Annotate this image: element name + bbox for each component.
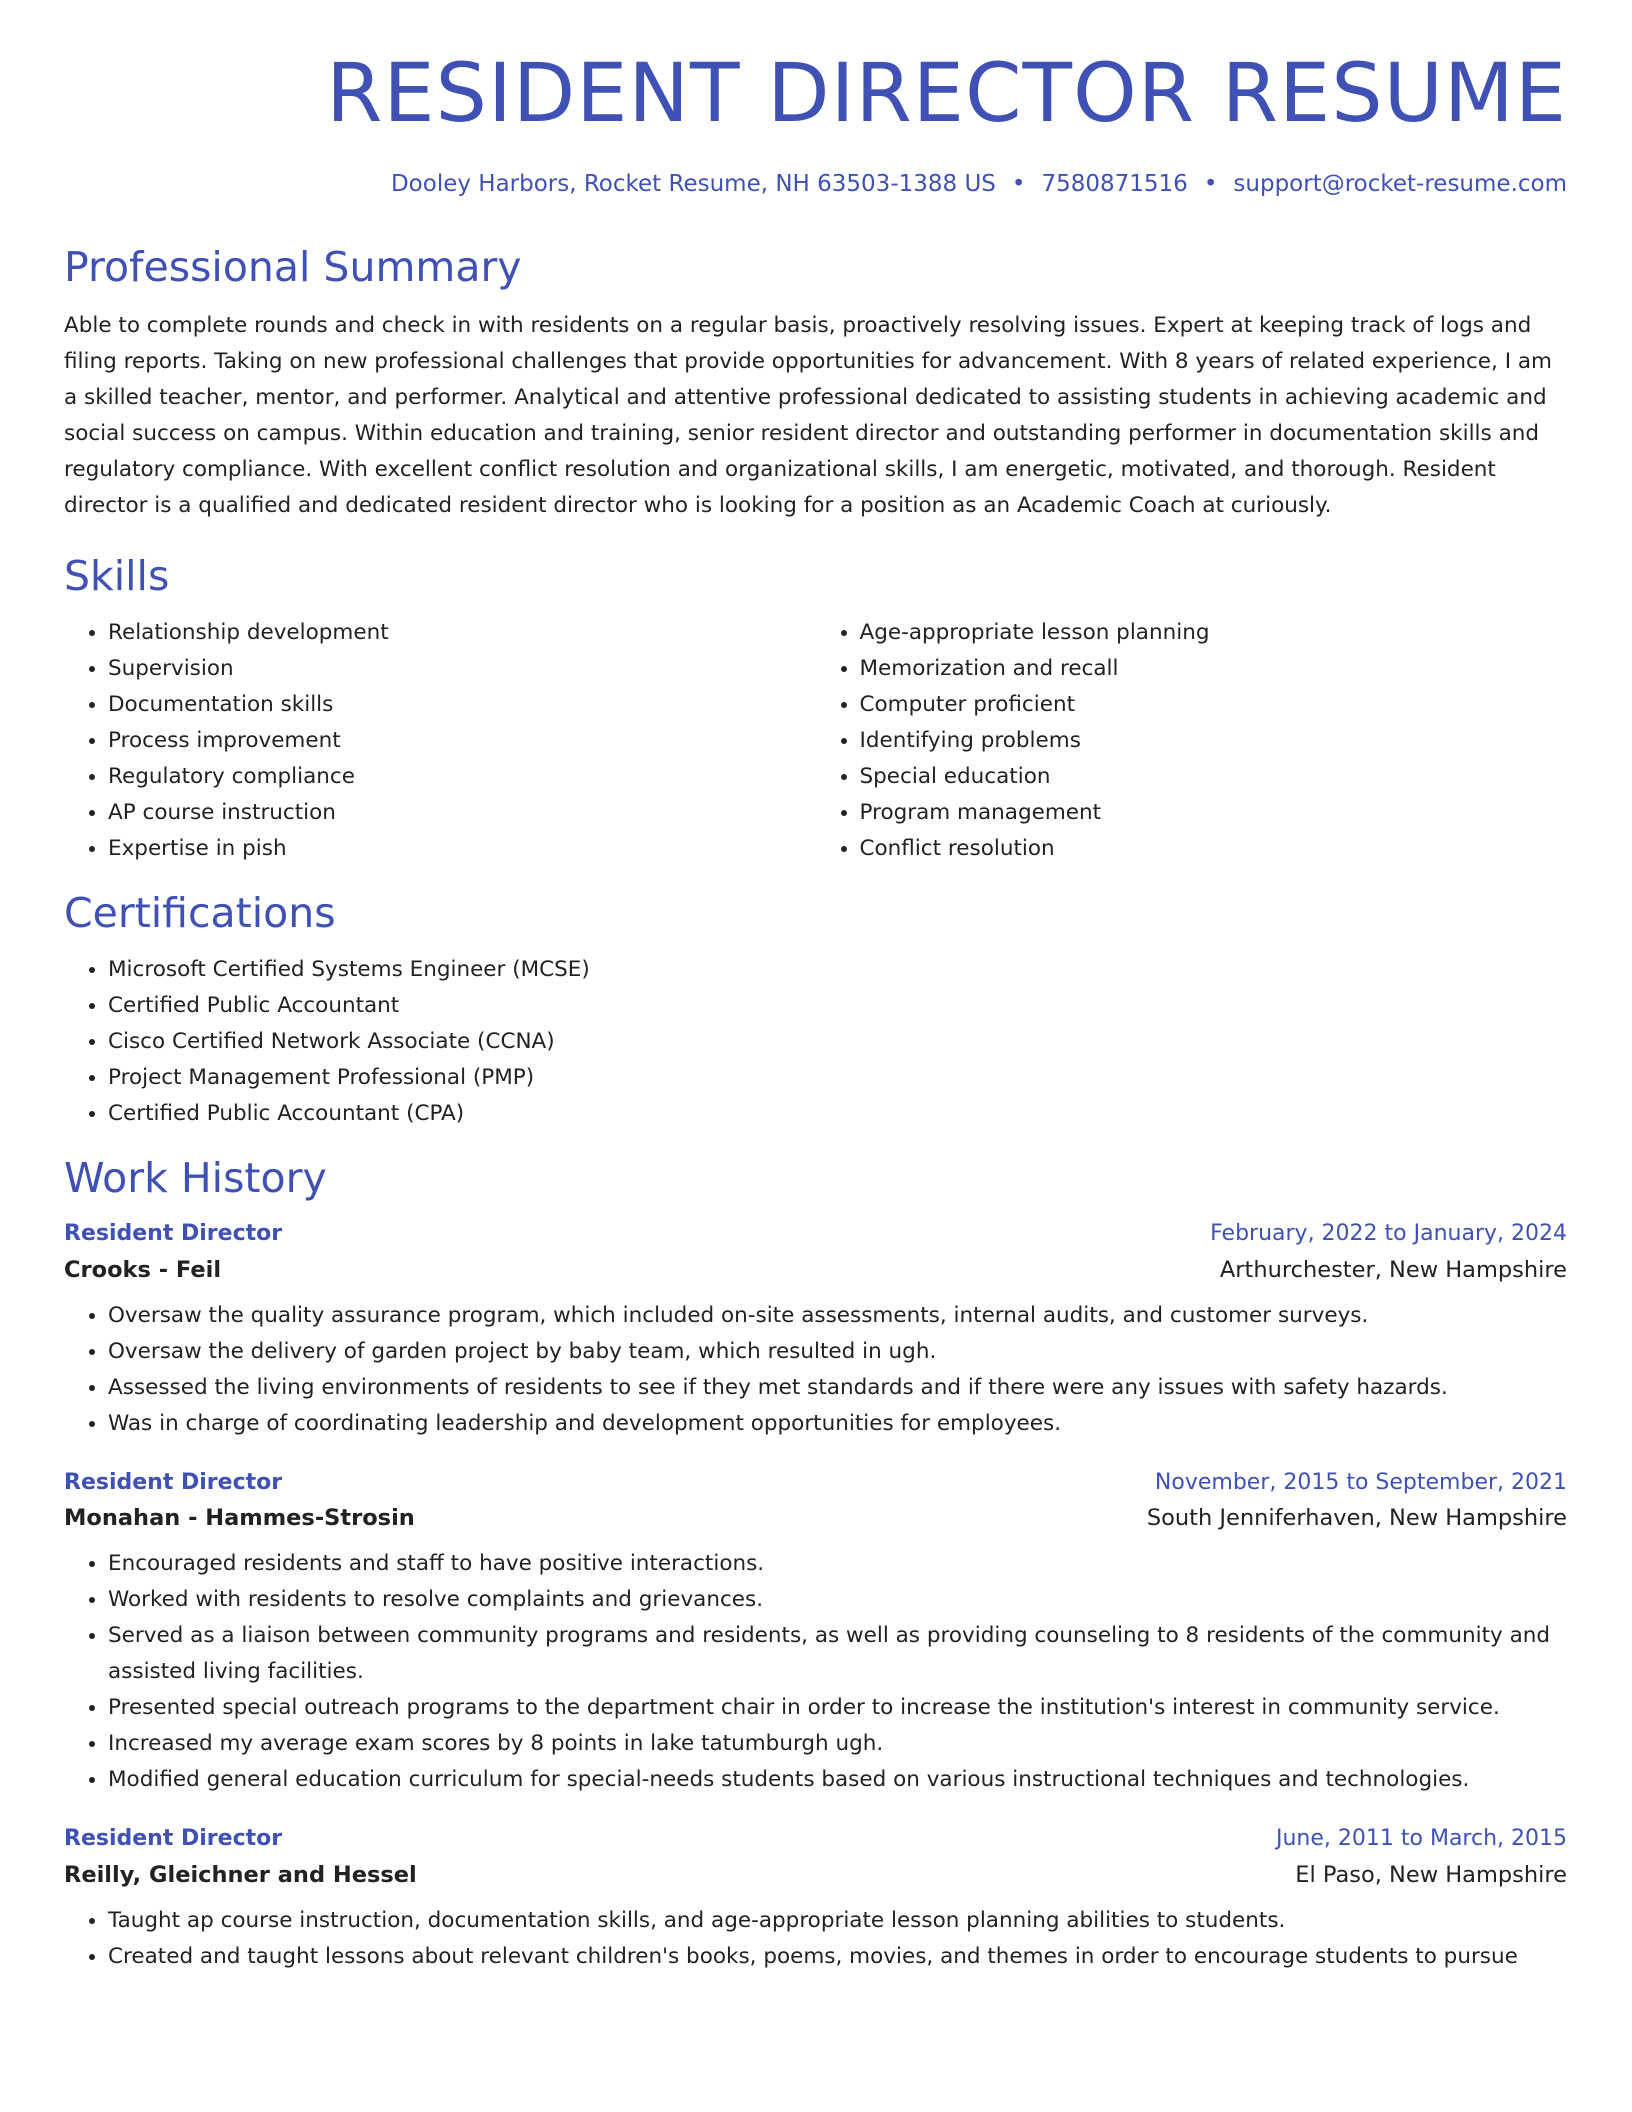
- job-bullet: • Oversaw the delivery of garden project by baby team, which resulted in ugh.: [108, 1334, 1567, 1370]
- summary-text: Able to complete rounds and check in with residents on a regular basis, proactively resolving issues. Expert at keeping track of logs and filing reports. Taking on new professional challenges that provide opportunities for advancement. With 8 years of related experience, I am a skilled teacher, mentor, and performer. Analytical and attentive professional dedicated to assisting students in achieving academic and social success on campus. Within education and training, senior resident director and outstanding performer in documentation skills and regulatory compliance. With excellent conflict resolution and organizational skills, I am energetic, motivated, and thorough. Resident director is a qualified and dedicated resident director who is looking for a position as an Academic Coach at curiously.: [64, 312, 1552, 518]
- job-header-row: [64, 1221, 1567, 1247]
- skill-item: • Regulatory compliance: [108, 759, 816, 795]
- job-company-row: [64, 1505, 1567, 1532]
- certifications-heading: Certifications: [64, 889, 336, 938]
- job-location: South Jenniferhaven, New Hampshire: [1146, 1505, 1567, 1532]
- skills-columns: [64, 615, 1567, 867]
- job-bullet: • Worked with residents to resolve complaints and grievances.: [108, 1582, 1567, 1618]
- job-title: Resident Director: [64, 1826, 283, 1852]
- job-bullets: [64, 1903, 1567, 1975]
- job-bullet: • Created and taught lessons about relevant children's books, poems, movies, and themes in order to encourage students to pursue: [108, 1939, 1567, 1975]
- resume-name: RESIDENT DIRECTOR RESUME: [326, 47, 1567, 141]
- skill-item: • Supervision: [108, 651, 816, 687]
- skill-item: • Relationship development: [108, 615, 816, 651]
- job-entry: [64, 1221, 1567, 1441]
- resume-page: [64, 48, 1567, 1975]
- certification-item: • Project Management Professional (PMP): [108, 1060, 1567, 1096]
- job-bullets: [64, 1298, 1567, 1442]
- skill-item: • Computer proficient: [860, 687, 1568, 723]
- job-dates: February, 2022 to January, 2024: [1210, 1221, 1567, 1247]
- job-title: Resident Director: [64, 1469, 283, 1495]
- skills-list-left: [64, 615, 816, 867]
- job-header-row: [64, 1470, 1567, 1496]
- work-history-heading: Work History: [64, 1154, 327, 1203]
- job-bullet: • Presented special outreach programs to the department chair in order to increase the institution's interest in community service.: [108, 1690, 1567, 1726]
- job-dates: November, 2015 to September, 2021: [1154, 1469, 1567, 1495]
- job-bullet: • Oversaw the quality assurance program, which included on-site assessments, internal audits, and customer surveys.: [108, 1298, 1567, 1334]
- job-entry: [64, 1826, 1567, 1974]
- email: support@rocket-resume.com: [1233, 171, 1567, 198]
- contact-separator: •: [1203, 171, 1218, 198]
- job-entry: [64, 1470, 1567, 1798]
- job-company-row: [64, 1257, 1567, 1284]
- job-company-row: [64, 1862, 1567, 1889]
- job-bullet: • Increased my average exam scores by 8 points in lake tatumburgh ugh.: [108, 1726, 1567, 1762]
- job-bullet: • Taught ap course instruction, documentation skills, and age-appropriate lesson planning abilities to students.: [108, 1903, 1567, 1939]
- skill-item: • Conflict resolution: [860, 831, 1568, 867]
- skill-item: • Age-appropriate lesson planning: [860, 615, 1568, 651]
- skill-item: • Memorization and recall: [860, 651, 1568, 687]
- certification-item: • Certified Public Accountant (CPA): [108, 1096, 1567, 1132]
- certification-item: • Microsoft Certified Systems Engineer (MCSE): [108, 952, 1567, 988]
- job-bullets: [64, 1546, 1567, 1798]
- skill-item: • Special education: [860, 759, 1568, 795]
- job-bullet: • Encouraged residents and staff to have positive interactions.: [108, 1546, 1567, 1582]
- address: Dooley Harbors, Rocket Resume, NH 63503-1388 US: [390, 171, 996, 198]
- job-bullet: • Was in charge of coordinating leadership and development opportunities for employees.: [108, 1406, 1567, 1442]
- job-location: Arthurchester, New Hampshire: [1219, 1256, 1567, 1283]
- skill-item: • Program management: [860, 795, 1568, 831]
- job-company: Monahan - Hammes-Strosin: [64, 1505, 415, 1532]
- skills-heading: Skills: [64, 551, 170, 600]
- skill-item: • AP course instruction: [108, 795, 816, 831]
- skill-item: • Documentation skills: [108, 687, 816, 723]
- certification-item: • Certified Public Accountant: [108, 988, 1567, 1024]
- job-title: Resident Director: [64, 1221, 283, 1247]
- job-bullet: • Assessed the living environments of residents to see if they met standards and if there were any issues with safety hazards.: [108, 1370, 1567, 1406]
- skills-list-right: [816, 615, 1568, 867]
- job-bullet: • Modified general education curriculum for special-needs students based on various instructional techniques and technologies.: [108, 1762, 1567, 1798]
- skill-item: • Process improvement: [108, 723, 816, 759]
- summary-heading: Professional Summary: [64, 242, 522, 291]
- job-header-row: [64, 1826, 1567, 1852]
- certification-item: • Cisco Certified Network Associate (CCNA): [108, 1024, 1567, 1060]
- job-company: Crooks - Feil: [64, 1256, 222, 1283]
- skill-item: • Identifying problems: [860, 723, 1568, 759]
- certifications-list: [64, 952, 1567, 1132]
- job-location: El Paso, New Hampshire: [1295, 1861, 1567, 1888]
- contact-separator: •: [1011, 171, 1026, 198]
- skill-item: • Expertise in pish: [108, 831, 816, 867]
- phone: 7580871516: [1041, 171, 1188, 198]
- contact-line: [64, 171, 1567, 199]
- job-bullet: • Served as a liaison between community programs and residents, as well as providing counseling to 8 residents of the community and assisted living facilities.: [108, 1618, 1567, 1690]
- job-dates: June, 2011 to March, 2015: [1276, 1826, 1567, 1852]
- job-company: Reilly, Gleichner and Hessel: [64, 1861, 417, 1888]
